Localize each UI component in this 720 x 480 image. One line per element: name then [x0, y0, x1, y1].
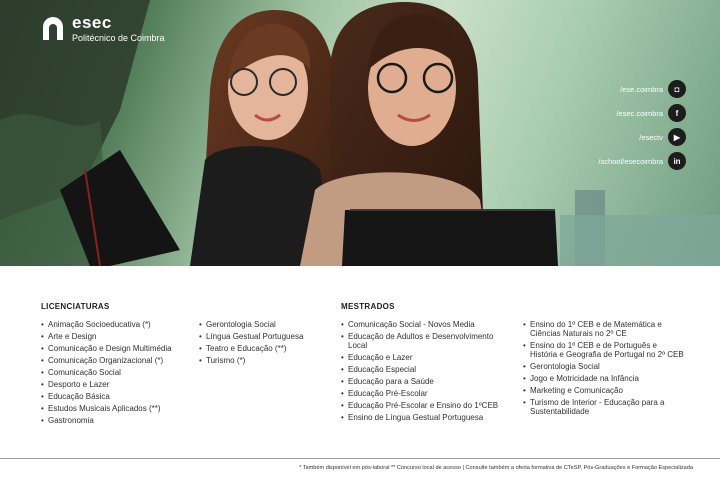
social-facebook[interactable] [506, 104, 686, 122]
licenciaturas-title [41, 302, 110, 311]
social-instagram[interactable] [506, 80, 686, 98]
social-handle[interactable]: /esec.coimbra [616, 108, 663, 118]
list-item: • Teatro e Educação (**) [199, 344, 329, 353]
section-title: MESTRADOS [341, 302, 395, 311]
list-item: • Educação Pré-Escolar [341, 389, 513, 398]
list-item: • Turismo de Interior - Educação para a Sustentabilidade [523, 398, 685, 416]
list-item: • Língua Gestual Portuguesa [199, 332, 329, 341]
list-item: • Desporto e Lazer [41, 380, 201, 389]
list-item: • Comunicação e Design Multimédia [41, 344, 201, 353]
social-youtube[interactable] [506, 128, 686, 146]
list-item: • Educação de Adultos e Desenvolvimento Local [341, 332, 513, 350]
social-handle[interactable]: /school/esecoimbra [598, 156, 663, 166]
social-links [506, 80, 686, 176]
list-item: • Educação Básica [41, 392, 201, 401]
list-item: • Turismo (*) [199, 356, 329, 365]
social-handle[interactable]: /ese.coimbra [620, 84, 663, 94]
list-item: • Ensino de Língua Gestual Portuguesa [341, 413, 513, 422]
footer-divider [0, 458, 720, 459]
list-item: • Comunicação Social - Novos Media [341, 320, 513, 329]
brand-name: esec [72, 13, 112, 32]
list-item: • Arte e Design [41, 332, 201, 341]
instagram-icon[interactable]: ◘ [668, 80, 686, 98]
brand-logo[interactable] [40, 14, 165, 44]
brand-subtitle: Politécnico de Coimbra [72, 33, 165, 43]
list-item: • Estudos Musicais Aplicados (**) [41, 404, 201, 413]
list-item: • Educação Especial [341, 365, 513, 374]
mestrados-title [341, 302, 395, 311]
facebook-icon[interactable]: f [668, 104, 686, 122]
list-item: • Marketing e Comunicação [523, 386, 685, 395]
licenciaturas-list-1 [41, 320, 201, 428]
list-item: • Gerontologia Social [199, 320, 329, 329]
list-item: • Animação Socioeducativa (*) [41, 320, 201, 329]
mestrados-list-1 [341, 320, 513, 425]
list-item: • Educação e Lazer [341, 353, 513, 362]
list-item: • Comunicação Organizacional (*) [41, 356, 201, 365]
list-item: • Gerontologia Social [523, 362, 685, 371]
footer-note: * Também disponível em pós-laboral ** Concurso local de acesso | Consulte também a oferta formativa de CTeSP, Pós-Graduações e Formação Especializada [299, 465, 693, 471]
linkedin-icon[interactable]: in [668, 152, 686, 170]
social-linkedin[interactable] [506, 152, 686, 170]
list-item: • Educação Pré-Escolar e Ensino do 1ºCEB [341, 401, 513, 410]
licenciaturas-list-2 [199, 320, 329, 368]
list-item: • Comunicação Social [41, 368, 201, 377]
list-item: • Ensino do 1º CEB e de Português e História e Geografia de Portugal no 2º CEB [523, 341, 685, 359]
social-handle[interactable]: /esectv [639, 132, 663, 142]
youtube-icon[interactable]: ▶ [668, 128, 686, 146]
list-item: • Educação para a Saúde [341, 377, 513, 386]
esec-logo-icon [40, 16, 66, 42]
list-item: • Ensino do 1º CEB e de Matemática e Ciências Naturais no 2º CE [523, 320, 685, 338]
section-title: LICENCIATURAS [41, 302, 110, 311]
mestrados-list-2 [523, 320, 685, 419]
list-item: • Jogo e Motricidade na Infância [523, 374, 685, 383]
list-item: • Gastronomia [41, 416, 201, 425]
